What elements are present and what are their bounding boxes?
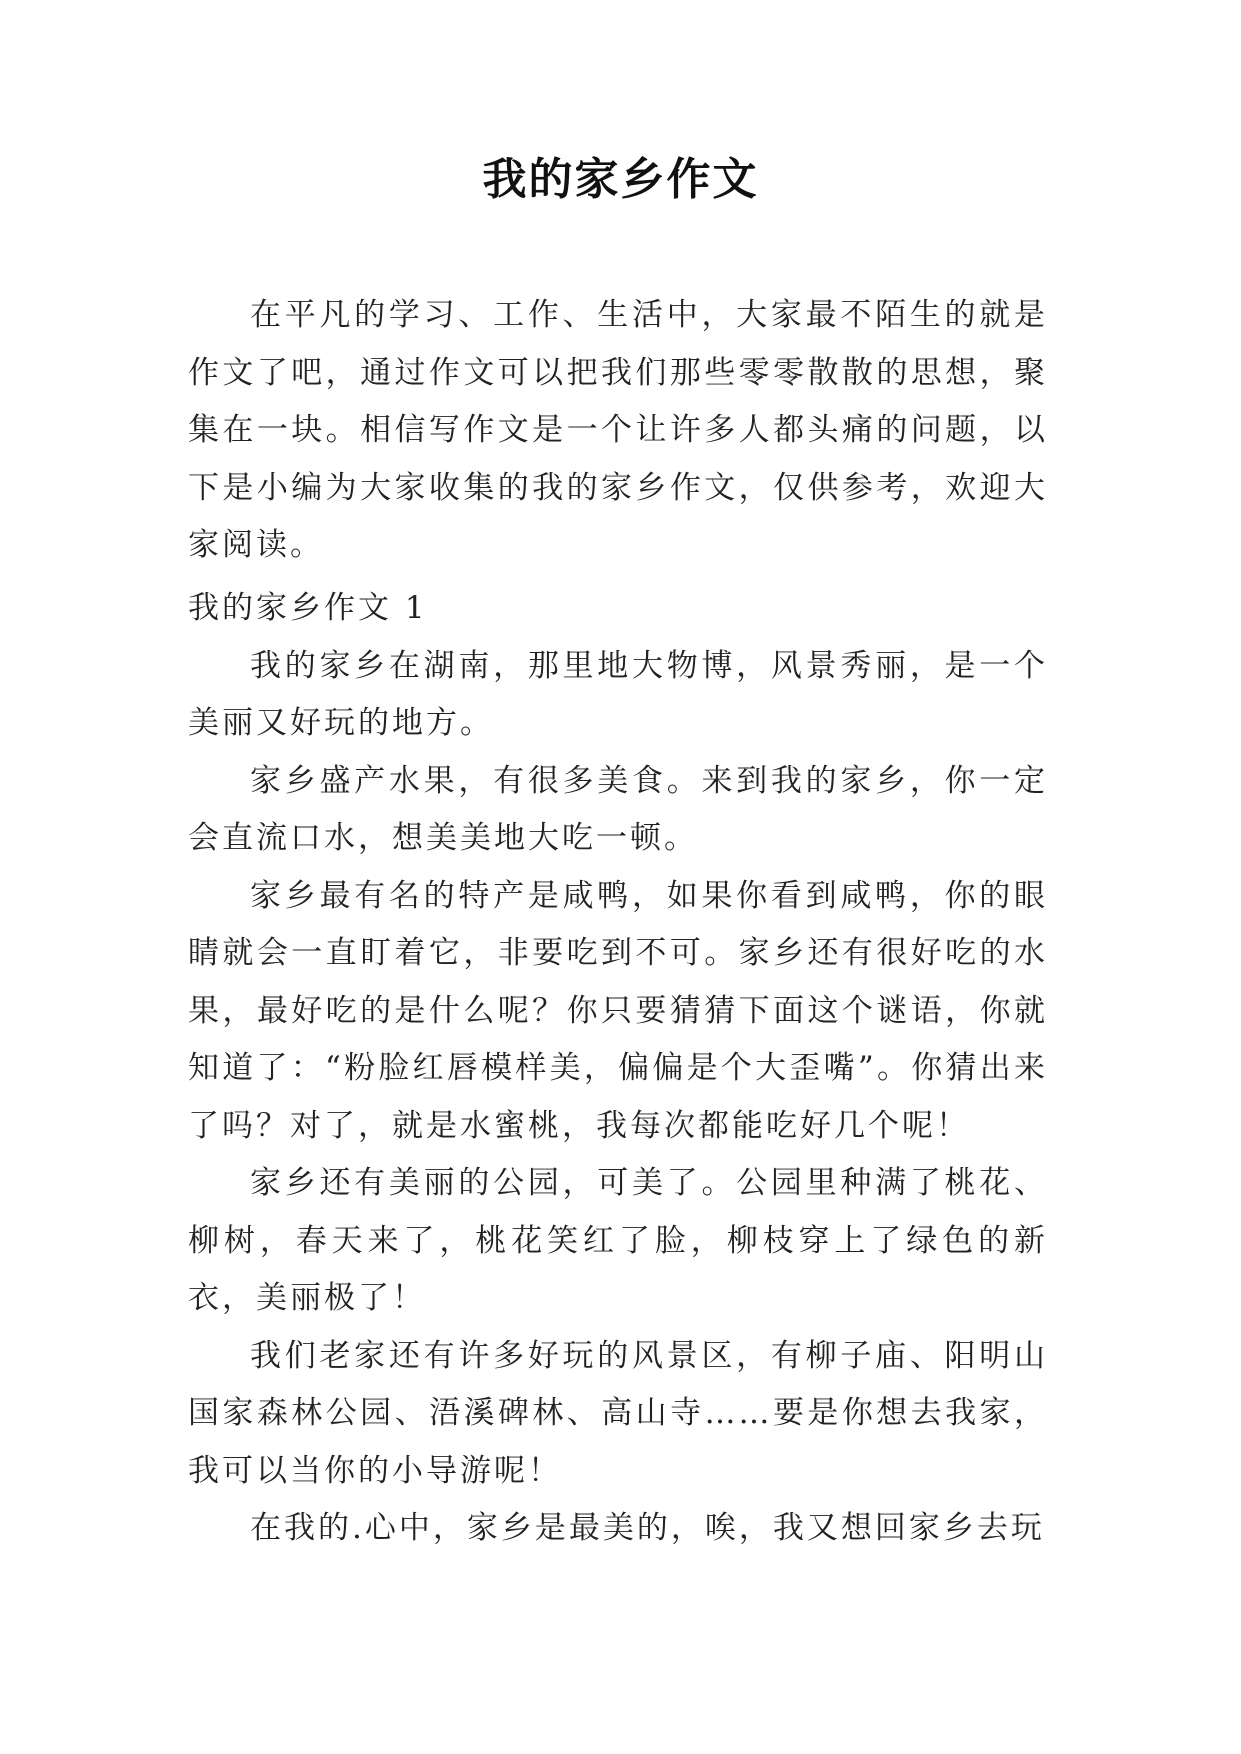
intro-paragraph: 在平凡的学习、工作、生活中，大家最不陌生的就是作文了吧，通过作文可以把我们那些零零散散的思想，聚集在一块。相信写作文是一个让许多人都头痛的问题，以下是小编为大家收集的我的家乡作文，仅供参考，欢迎大家阅读。 [188, 297, 1048, 563]
essay-paragraph: 家乡还有美丽的公园，可美了。公园里种满了桃花、柳树，春天来了，桃花笑红了脸，柳枝穿上了绿色的新衣，美丽极了！ [188, 1165, 1048, 1316]
essay-heading: 我的家乡作文 1 [188, 590, 428, 626]
essay-section [188, 580, 1048, 1558]
intro-section [188, 287, 1048, 575]
essay-paragraph: 在我的.心中，家乡是最美的，唉，我又想回家乡去玩 [250, 1510, 1045, 1546]
essay-paragraph: 家乡最有名的特产是咸鸭，如果你看到咸鸭，你的眼睛就会一直盯着它，非要吃到不可。家乡还有很好吃的水果，最好吃的是什么呢？你只要猜猜下面这个谜语，你就知道了：“粉脸红唇模样美，偏偏是个大歪嘴”。你猜出来了吗？对了，就是水蜜桃，我每次都能吃好几个呢！ [188, 877, 1048, 1144]
essay-paragraph: 我们老家还有许多好玩的风景区，有柳子庙、阳明山国家森林公园、浯溪碑林、高山寺……要是你想去我家，我可以当你的小导游呢！ [188, 1337, 1048, 1489]
essay-paragraph: 我的家乡在湖南，那里地大物博，风景秀丽，是一个美丽又好玩的地方。 [188, 647, 1048, 741]
document-title: 我的家乡作文 [482, 154, 759, 205]
essay-paragraph: 家乡盛产水果，有很多美食。来到我的家乡，你一定会直流口水，想美美地大吃一顿。 [188, 762, 1048, 856]
